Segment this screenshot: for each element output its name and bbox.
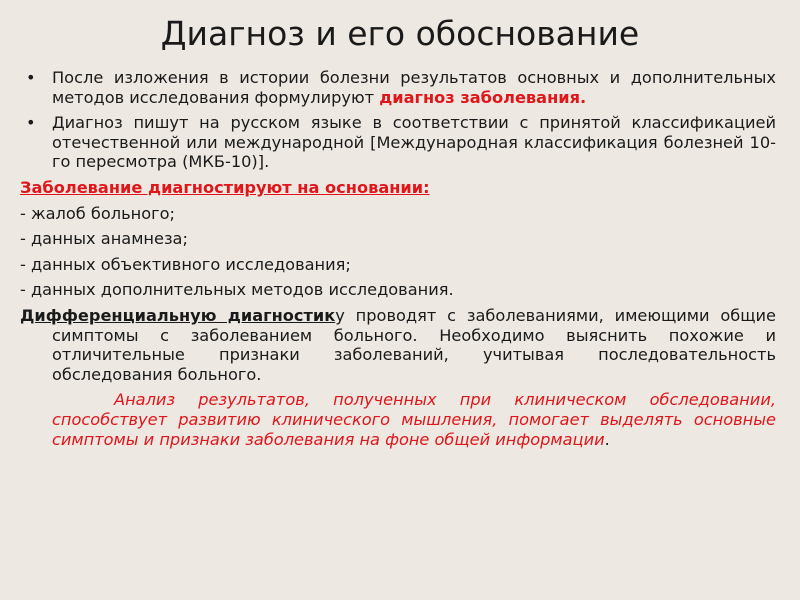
bullet-text: Диагноз пишут на русском языке в соответствии с принятой классификацией отечественной или международной [Международная классификация болезней 10-го пересмотра (МКБ-10)]. [52,113,776,172]
diagnosis-highlight: диагноз заболевания. [379,87,587,107]
differential-term: Дифференциальную диагностик [20,305,336,325]
basis-item: - данных анамнеза; [20,229,188,249]
basis-item: - жалоб больного; [20,203,175,223]
analysis-text: Анализ результатов, полученных при клиническом обследовании, способствует развитию клинического мышления, помогает выделять основные симптомы и признаки заболевания на фоне общей информации [52,390,776,449]
bullet-item [20,68,776,107]
basis-item: - данных объективного исследования; [20,254,351,274]
analysis-paragraph [20,390,776,449]
bullet-dot: • [26,113,36,133]
bullet-text: После изложения в истории болезни результатов основных и дополнительных методов исследования формулируют [52,68,776,107]
bullet-item [20,113,776,172]
differential-text: у проводят с заболеваниями, имеющими общие симптомы с заболеванием больного. Необходимо выяснить похожие и отличительные признаки заболеваний, учитывая последовательность обследования больного. [52,305,776,384]
analysis-end: . [604,429,610,449]
bullet-dot: • [26,68,36,87]
slide-content [20,68,776,449]
differential-paragraph [20,306,776,384]
basis-item: - данных дополнительных методов исследования. [20,280,454,300]
slide-title: Диагноз и его обоснование [160,14,640,53]
basis-heading: Заболевание диагностируют на основании: [20,177,430,197]
